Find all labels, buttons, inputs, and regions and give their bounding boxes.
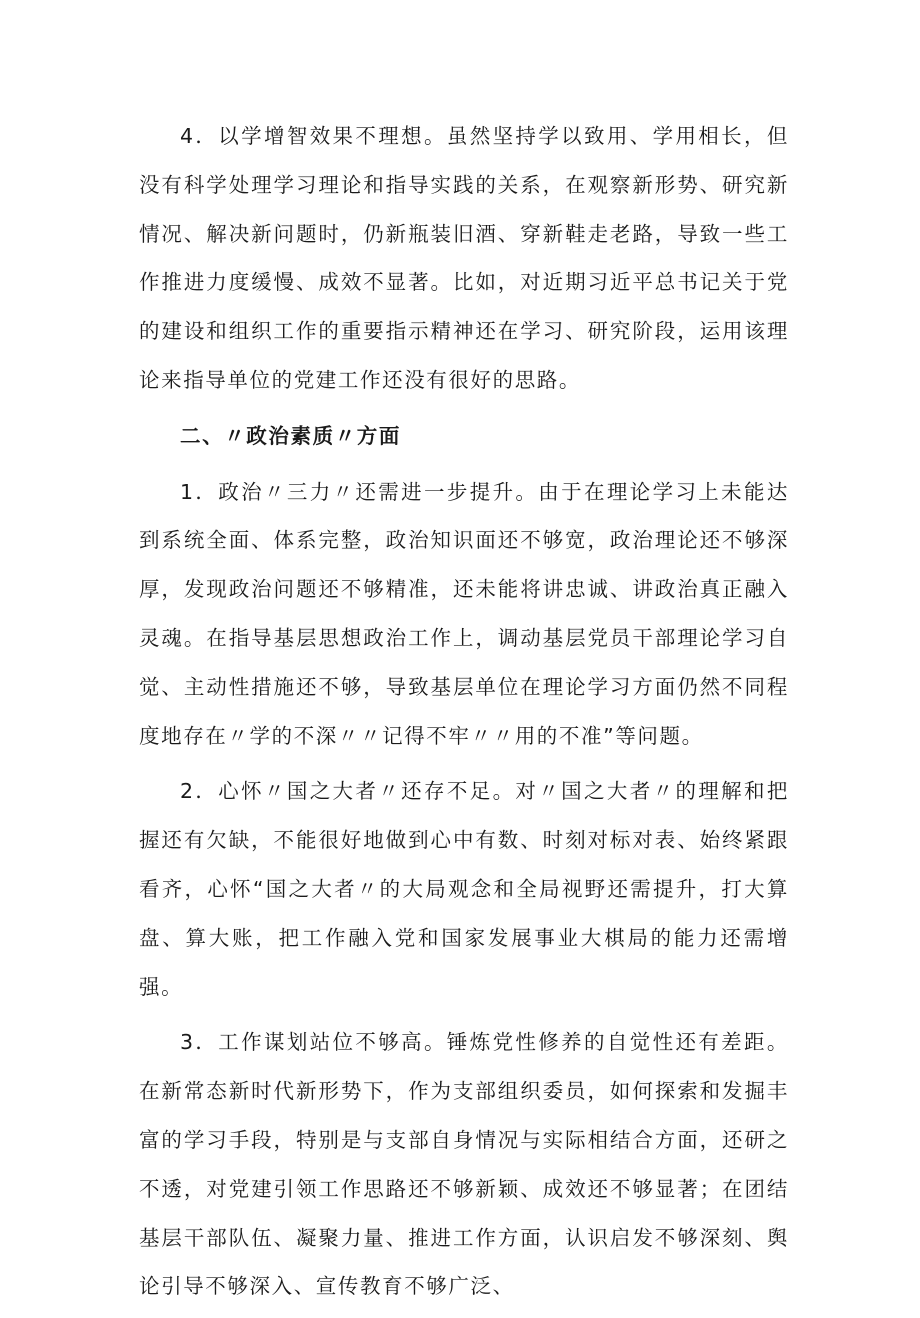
document-body (139, 112, 789, 1318)
paragraph-country-greatness: 2．心怀〃国之大者〃还存不足。对〃国之大者〃的理解和把握还有欠缺，不能很好地做到心中有数、时刻对标对表、始终紧跟看齐，心怀“国之大者〃的大局观念和全局视野还需提升，打大算盘、算大账，把工作融入党和国家发展事业大棋局的能力还需增强。 (139, 779, 789, 999)
paragraph-learning-effect: 4．以学增智效果不理想。虽然坚持学以致用、学用相长，但没有科学处理学习理论和指导实践的关系，在观察新形势、研究新情况、解决新问题时，仍新瓶装旧酒、穿新鞋走老路，导致一些工作推进力度缓慢、成效不显著。比如，对近期习近平总书记关于党的建设和组织工作的重要指示精神还在学习、研究阶段，运用该理论来指导单位的党建工作还没有很好的思路。 (139, 124, 789, 392)
section-heading-political-quality: 二、〃政治素质〃方面 (180, 423, 401, 448)
paragraph-political-three-abilities: 1．政治〃三力〃还需进一步提升。由于在理论学习上未能达到系统全面、体系完整，政治知识面还不够宽，政治理论还不够深厚，发现政治问题还不够精准，还未能将讲忠诚、讲政治真正融入灵魂。在指导基层思想政治工作上，调动基层党员干部理论学习自觉、主动性措施还不够，导致基层单位在理论学习方面仍然不同程度地存在〃学的不深〃〃记得不牢〃〃用的不准”等问题。 (139, 479, 789, 748)
paragraph-work-planning: 3．工作谋划站位不够高。锤炼党性修养的自觉性还有差距。在新常态新时代新形势下，作为支部组织委员，如何探索和发掘丰富的学习手段，特别是与支部自身情况与实际相结合方面，还研之不透，对党建引领工作思路还不够新颖、成效还不够显著；在团结基层干部队伍、凝聚力量、推进工作方面，认识启发不够深刻、舆论引导不够深入、宣传教育不够广泛、 (139, 1030, 789, 1299)
